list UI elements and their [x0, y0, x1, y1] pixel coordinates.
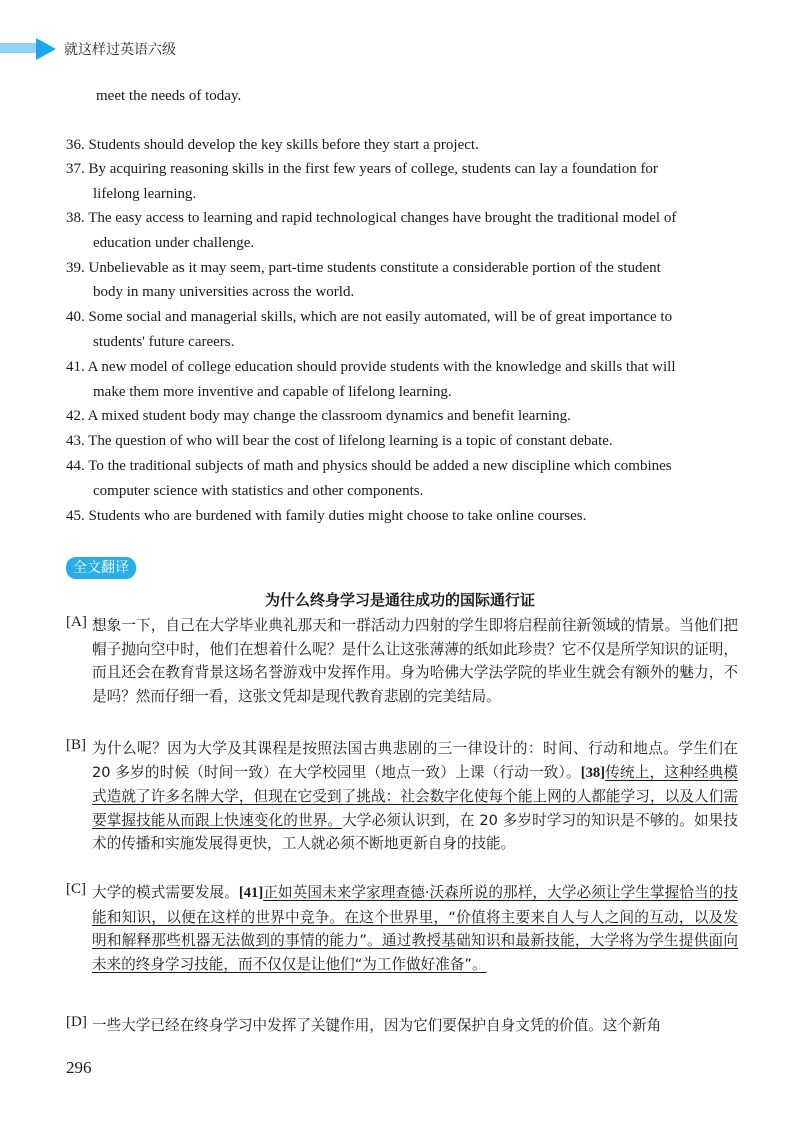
- paragraph-b: [66, 737, 738, 856]
- paragraph-label: [A]: [66, 614, 87, 630]
- paragraph-text: [92, 881, 738, 976]
- text-segment: 大学的模式需要发展。: [92, 884, 239, 901]
- underlined-answer: 正如英国未来学家理查德·沃森所说的那样，大学必须让学生掌握恰当的技能和知识，以便在这样的世界中竞争。在这个世界里，“价值将主要来自人与人之间的互动，以及发明和解释那些机器无法做到的事情的能力”。通过教授基础知识和最新技能，大学将为学生提供面向未来的终身学习技能，而不仅仅是让他们“为工作做好准备”。: [92, 884, 738, 973]
- page-number: 296: [66, 1058, 92, 1077]
- paragraph-text: [92, 737, 738, 856]
- statement-line: make them more inventive and capable of lifelong learning.: [93, 384, 452, 400]
- paragraph-c: [66, 881, 738, 976]
- statement-line: meet the needs of today.: [96, 88, 242, 104]
- statement-line: 36. Students should develop the key skills before they start a project.: [66, 137, 479, 153]
- statement-line: 43. The question of who will bear the cost of lifelong learning is a topic of constant debate.: [66, 433, 613, 449]
- translation-title: 为什么终身学习是通往成功的国际通行证: [264, 591, 535, 609]
- paragraph-text: 想象一下，自己在大学毕业典礼那天和一群活动力四射的学生即将启程前往新领域的情景。当他们把帽子抛向空中时，他们在想着什么呢？是什么让这张薄薄的纸如此珍贵？它不仅是所学知识的证明，而且还会在教育背景这场名誉游戏中发挥作用。身为哈佛大学法学院的毕业生就会有额外的魅力，不是吗？然而仔细一看，这张文凭却是现代教育悲剧的完美结局。: [92, 617, 738, 705]
- statement-line: 37. By acquiring reasoning skills in the first few years of college, students can lay a foundation for: [66, 161, 658, 177]
- statement-line: 44. To the traditional subjects of math and physics should be added a new discipline which combines: [66, 458, 672, 474]
- text-segment: 大学必须认识到，在 20 多岁时学习的知识是不够的。如果技术的传播和实施发展得更快，工人就必须不断地更新自身的技能。: [92, 811, 738, 852]
- statement-line: computer science with statistics and other components.: [93, 483, 424, 499]
- paragraph-d: [66, 1014, 738, 1038]
- running-header: [0, 38, 800, 62]
- statement-line: 42. A mixed student body may change the classroom dynamics and benefit learning.: [66, 408, 571, 424]
- statement-line: students' future careers.: [93, 334, 235, 350]
- paragraph-label: [C]: [66, 881, 86, 897]
- statement-line: 45. Students who are burdened with family duties might choose to take online courses.: [66, 508, 587, 524]
- question-tag: [38]: [580, 764, 606, 781]
- statement-line: education under challenge.: [93, 235, 255, 251]
- statement-line: 40. Some social and managerial skills, which are not easily automated, will be of great importance to: [66, 309, 673, 325]
- statement-line: body in many universities across the world.: [93, 284, 355, 300]
- text-segment: 为什么呢？因为大学及其课程是按照法国古典悲剧的三一律设计的：时间、行动和地点。学生们在 20 多岁的时候（时间一致）在大学校园里（地点一致）上课（行动一致）。: [92, 740, 738, 781]
- question-tag: [41]: [238, 885, 264, 901]
- statement-line: 41. A new model of college education should provide students with the knowledge and skills that will: [66, 359, 676, 375]
- section-badge: 全文翻译: [66, 557, 136, 579]
- paragraph-label: [D]: [66, 1014, 87, 1030]
- underlined-answer: 传统上，这种经典模式造就了许多名牌大学，但现在它受到了挑战：社会数字化使每个能上网的人都能学习，以及人们需要掌握技能从而跟上快速变化的世界。: [92, 763, 738, 829]
- statement-line: 38. The easy access to learning and rapid technological changes have brought the traditional model of: [66, 210, 677, 226]
- book-title: 就这样过英语六级: [64, 42, 176, 58]
- paragraph-text: 一些大学已经在终身学习中发挥了关键作用，因为它们要保护自身文凭的价值。这个新角: [92, 1017, 662, 1034]
- paragraph-label: [B]: [66, 737, 86, 753]
- header-arrow-icon: [36, 38, 56, 60]
- header-accent-bar: [0, 43, 36, 53]
- statement-line: lifelong learning.: [93, 186, 197, 202]
- statement-line: 39. Unbelievable as it may seem, part-time students constitute a considerable portion of the student: [66, 260, 661, 276]
- paragraph-a: [66, 614, 738, 708]
